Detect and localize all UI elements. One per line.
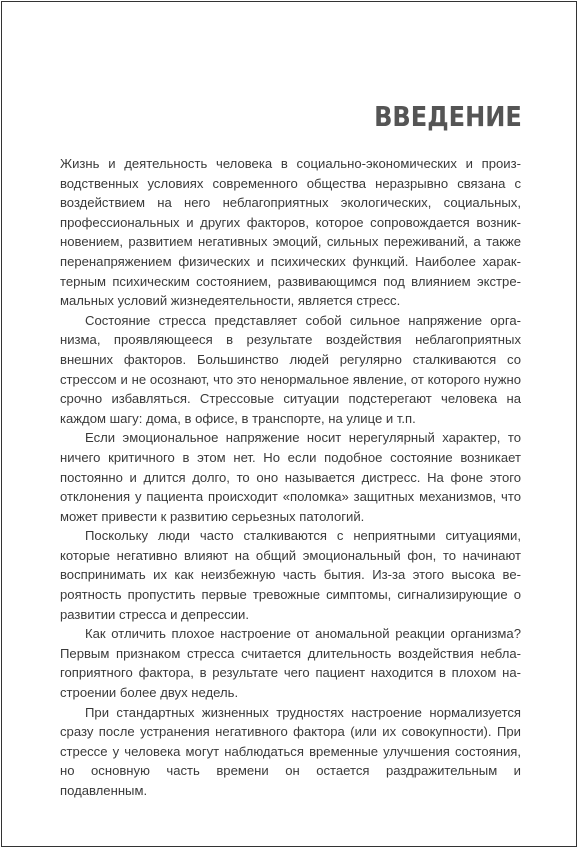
paragraph-4: Поскольку люди часто сталкиваются с неприятными ситуациями, которые негативно влияют на общий эмоциональный фон, то начинают воспринимать их как неизбежную часть бытия. Из-за этого высока вероятность пропустить первые тревожные симптомы, сигнализирующие о развитии стресса и депрессии. [60,528,521,622]
chapter-title: ВВЕДЕНИЕ [374,100,522,133]
paragraph-6: При стандартных жизненных трудностях настроение нормализуется сразу после устранения негативного фактора (или их совокупности). При стрессе у человека могут наблюдаться временные улучшения состояния, но основную часть времени он остается раздражительным и подавленным. [60,704,521,798]
paragraph-1: Жизнь и деятельность человека в социально-экономических и производственных условиях современного общества неразрывно связана с воздействием на него неблагоприятных экологических, социальных, профессиональных и других факторов, которое сопровождается возникновением, развитием негативных эмоций, сильных переживаний, а также перенапряжением физических и психических функций. Наиболее характерным психическим состоянием, развивающимся под влиянием экстремальных условий жизнедеятельности, является стресс. [60,156,521,309]
text-body [60,154,521,801]
paragraph-5: Как отличить плохое настроение от аномальной реакции организма? Первым признаком стресса считается длительность воздействия неблагоприятного фактора, в результате чего пациент находится в плохом настроении более двух недель. [60,626,521,701]
paragraph-2: Состояние стресса представляет собой сильное напряжение организма, проявляющееся в результате воздействия неблагоприятных внешних факторов. Большинство людей регулярно сталкиваются со стрессом и не осознают, что это ненормальное явление, от которого нужно срочно избавляться. Стрессовые ситуации подстерегают человека на каждом шагу: дома, в офисе, в транспорте, на улице и т.п. [60,312,521,426]
paragraph-3: Если эмоциональное напряжение носит нерегулярный характер, то ничего критичного в этом нет. Но если подобное состояние возникает постоянно и длится долго, то оно называется дистресс. На фоне этого отклонения у пациента происходит «поломка» защитных механизмов, что может привести к развитию серьезных патологий. [60,430,521,524]
